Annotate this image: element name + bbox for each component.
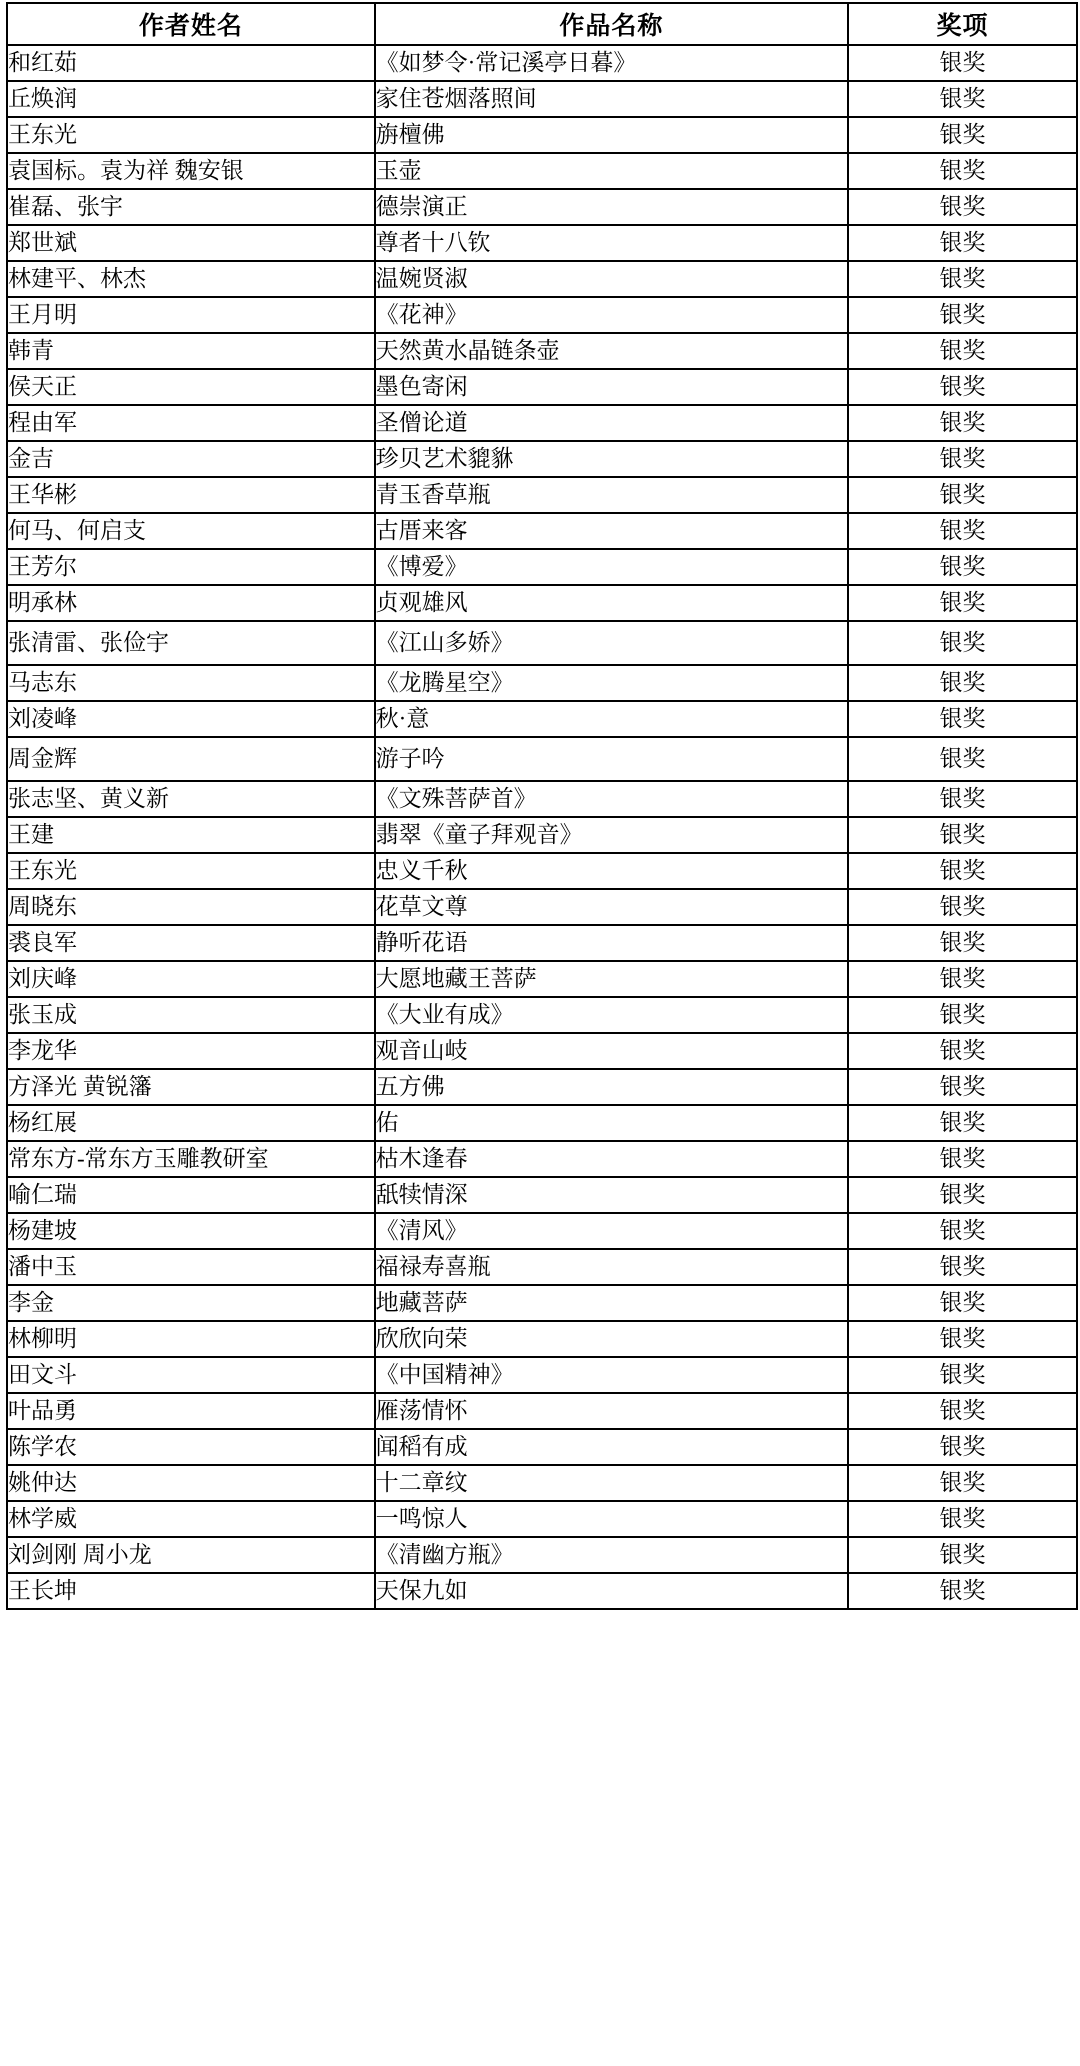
cell-prize: 银奖 xyxy=(848,1573,1077,1609)
cell-author: 刘凌峰 xyxy=(7,701,375,737)
cell-work: 《如梦令·常记溪亭日暮》 xyxy=(375,45,848,81)
table-row xyxy=(7,701,1077,737)
cell-author: 金吉 xyxy=(7,441,375,477)
cell-prize: 银奖 xyxy=(848,45,1077,81)
table-row xyxy=(7,1465,1077,1501)
table-row xyxy=(7,1537,1077,1573)
cell-author: 和红茹 xyxy=(7,45,375,81)
cell-prize: 银奖 xyxy=(848,1537,1077,1573)
cell-work: 静听花语 xyxy=(375,925,848,961)
document-sheet xyxy=(0,2,1080,1610)
cell-author: 林学威 xyxy=(7,1501,375,1537)
cell-work: 贞观雄风 xyxy=(375,585,848,621)
cell-work: 地藏菩萨 xyxy=(375,1285,848,1321)
cell-prize: 银奖 xyxy=(848,333,1077,369)
cell-author: 张志坚、黄义新 xyxy=(7,781,375,817)
cell-work: 舐犊情深 xyxy=(375,1177,848,1213)
cell-work: 《清风》 xyxy=(375,1213,848,1249)
table-row xyxy=(7,1285,1077,1321)
cell-work: 游子吟 xyxy=(375,737,848,781)
cell-prize: 银奖 xyxy=(848,737,1077,781)
cell-author: 林柳明 xyxy=(7,1321,375,1357)
cell-work: 《博爱》 xyxy=(375,549,848,585)
cell-prize: 银奖 xyxy=(848,477,1077,513)
cell-work: 《中国精神》 xyxy=(375,1357,848,1393)
table-row xyxy=(7,1393,1077,1429)
cell-author: 刘剑刚 周小龙 xyxy=(7,1537,375,1573)
cell-prize: 银奖 xyxy=(848,1321,1077,1357)
cell-work: 尊者十八钦 xyxy=(375,225,848,261)
cell-prize: 银奖 xyxy=(848,701,1077,737)
cell-work: 忠义千秋 xyxy=(375,853,848,889)
table-row xyxy=(7,189,1077,225)
cell-prize: 银奖 xyxy=(848,153,1077,189)
table-row xyxy=(7,549,1077,585)
cell-work: 墨色寄闲 xyxy=(375,369,848,405)
cell-prize: 银奖 xyxy=(848,781,1077,817)
table-header xyxy=(7,3,1077,45)
cell-prize: 银奖 xyxy=(848,585,1077,621)
table-row xyxy=(7,297,1077,333)
cell-work: 旃檀佛 xyxy=(375,117,848,153)
cell-author: 王芳尔 xyxy=(7,549,375,585)
cell-prize: 银奖 xyxy=(848,549,1077,585)
table-row xyxy=(7,961,1077,997)
cell-work: 闻稻有成 xyxy=(375,1429,848,1465)
table-row xyxy=(7,333,1077,369)
cell-work: 青玉香草瓶 xyxy=(375,477,848,513)
cell-prize: 银奖 xyxy=(848,1357,1077,1393)
cell-work: 翡翠《童子拜观音》 xyxy=(375,817,848,853)
cell-work: 雁荡情怀 xyxy=(375,1393,848,1429)
cell-work: 古厝来客 xyxy=(375,513,848,549)
cell-work: 《龙腾星空》 xyxy=(375,665,848,701)
cell-work: 《花神》 xyxy=(375,297,848,333)
cell-work: 五方佛 xyxy=(375,1069,848,1105)
cell-prize: 银奖 xyxy=(848,621,1077,665)
cell-prize: 银奖 xyxy=(848,1429,1077,1465)
table-row xyxy=(7,1105,1077,1141)
table-row xyxy=(7,477,1077,513)
cell-prize: 银奖 xyxy=(848,1177,1077,1213)
cell-author: 陈学农 xyxy=(7,1429,375,1465)
cell-author: 袁国标。袁为祥 魏安银 xyxy=(7,153,375,189)
cell-work: 花草文尊 xyxy=(375,889,848,925)
cell-prize: 银奖 xyxy=(848,1393,1077,1429)
table-row xyxy=(7,817,1077,853)
cell-prize: 银奖 xyxy=(848,1249,1077,1285)
table-row xyxy=(7,997,1077,1033)
cell-author: 叶品勇 xyxy=(7,1393,375,1429)
cell-work: 欣欣向荣 xyxy=(375,1321,848,1357)
table-row xyxy=(7,513,1077,549)
cell-author: 侯天正 xyxy=(7,369,375,405)
cell-work: 佑 xyxy=(375,1105,848,1141)
cell-author: 郑世斌 xyxy=(7,225,375,261)
cell-author: 刘庆峰 xyxy=(7,961,375,997)
column-header-prize: 奖项 xyxy=(848,3,1077,45)
cell-prize: 银奖 xyxy=(848,817,1077,853)
cell-prize: 银奖 xyxy=(848,997,1077,1033)
table-row xyxy=(7,369,1077,405)
cell-author: 杨建坡 xyxy=(7,1213,375,1249)
table-row xyxy=(7,1321,1077,1357)
cell-author: 程由军 xyxy=(7,405,375,441)
cell-prize: 银奖 xyxy=(848,1285,1077,1321)
cell-work: 德崇演正 xyxy=(375,189,848,225)
table-row xyxy=(7,1249,1077,1285)
cell-author: 裘良军 xyxy=(7,925,375,961)
table-row xyxy=(7,153,1077,189)
table-row xyxy=(7,853,1077,889)
cell-author: 林建平、林杰 xyxy=(7,261,375,297)
cell-author: 方泽光 黄锐籓 xyxy=(7,1069,375,1105)
cell-prize: 银奖 xyxy=(848,1465,1077,1501)
award-table xyxy=(6,2,1078,1610)
table-row xyxy=(7,1501,1077,1537)
cell-work: 秋·意 xyxy=(375,701,848,737)
cell-author: 周晓东 xyxy=(7,889,375,925)
cell-work: 珍贝艺术貔貅 xyxy=(375,441,848,477)
cell-prize: 银奖 xyxy=(848,225,1077,261)
cell-author: 田文斗 xyxy=(7,1357,375,1393)
cell-work: 《大业有成》 xyxy=(375,997,848,1033)
cell-prize: 银奖 xyxy=(848,189,1077,225)
table-header-row xyxy=(7,3,1077,45)
table-row xyxy=(7,781,1077,817)
cell-author: 崔磊、张宇 xyxy=(7,189,375,225)
table-row xyxy=(7,225,1077,261)
cell-prize: 银奖 xyxy=(848,925,1077,961)
table-row xyxy=(7,1213,1077,1249)
table-row xyxy=(7,889,1077,925)
cell-prize: 银奖 xyxy=(848,441,1077,477)
table-row xyxy=(7,1429,1077,1465)
cell-author: 喻仁瑞 xyxy=(7,1177,375,1213)
table-row xyxy=(7,117,1077,153)
cell-work: 十二章纹 xyxy=(375,1465,848,1501)
cell-author: 潘中玉 xyxy=(7,1249,375,1285)
cell-author: 王华彬 xyxy=(7,477,375,513)
table-row xyxy=(7,1573,1077,1609)
cell-work: 《江山多娇》 xyxy=(375,621,848,665)
cell-work: 福禄寿喜瓶 xyxy=(375,1249,848,1285)
table-row xyxy=(7,1069,1077,1105)
cell-prize: 银奖 xyxy=(848,665,1077,701)
table-row xyxy=(7,1177,1077,1213)
column-header-author: 作者姓名 xyxy=(7,3,375,45)
cell-work: 《清幽方瓶》 xyxy=(375,1537,848,1573)
cell-work: 《文殊菩萨首》 xyxy=(375,781,848,817)
table-row xyxy=(7,1033,1077,1069)
table-row xyxy=(7,1357,1077,1393)
cell-author: 姚仲达 xyxy=(7,1465,375,1501)
table-row xyxy=(7,45,1077,81)
table-row xyxy=(7,737,1077,781)
cell-author: 王月明 xyxy=(7,297,375,333)
cell-author: 周金辉 xyxy=(7,737,375,781)
cell-prize: 银奖 xyxy=(848,1033,1077,1069)
cell-author: 李金 xyxy=(7,1285,375,1321)
cell-prize: 银奖 xyxy=(848,1501,1077,1537)
cell-prize: 银奖 xyxy=(848,117,1077,153)
cell-prize: 银奖 xyxy=(848,1141,1077,1177)
table-body xyxy=(7,45,1077,1609)
cell-work: 天保九如 xyxy=(375,1573,848,1609)
cell-author: 马志东 xyxy=(7,665,375,701)
table-row xyxy=(7,585,1077,621)
cell-author: 丘焕润 xyxy=(7,81,375,117)
cell-prize: 银奖 xyxy=(848,1105,1077,1141)
cell-author: 韩青 xyxy=(7,333,375,369)
cell-author: 杨红展 xyxy=(7,1105,375,1141)
cell-author: 王建 xyxy=(7,817,375,853)
cell-author: 常东方-常东方玉雕教研室 xyxy=(7,1141,375,1177)
cell-prize: 银奖 xyxy=(848,513,1077,549)
table-row xyxy=(7,405,1077,441)
cell-author: 张清雷、张俭宇 xyxy=(7,621,375,665)
cell-author: 王东光 xyxy=(7,117,375,153)
cell-work: 家住苍烟落照间 xyxy=(375,81,848,117)
table-row xyxy=(7,621,1077,665)
cell-prize: 银奖 xyxy=(848,261,1077,297)
cell-work: 玉壶 xyxy=(375,153,848,189)
cell-prize: 银奖 xyxy=(848,1069,1077,1105)
cell-prize: 银奖 xyxy=(848,853,1077,889)
cell-work: 一鸣惊人 xyxy=(375,1501,848,1537)
cell-work: 温婉贤淑 xyxy=(375,261,848,297)
table-row xyxy=(7,665,1077,701)
cell-prize: 银奖 xyxy=(848,961,1077,997)
cell-author: 李龙华 xyxy=(7,1033,375,1069)
table-row xyxy=(7,441,1077,477)
cell-work: 圣僧论道 xyxy=(375,405,848,441)
cell-prize: 银奖 xyxy=(848,405,1077,441)
cell-author: 王东光 xyxy=(7,853,375,889)
cell-author: 王长坤 xyxy=(7,1573,375,1609)
cell-work: 天然黄水晶链条壶 xyxy=(375,333,848,369)
cell-prize: 银奖 xyxy=(848,369,1077,405)
table-row xyxy=(7,1141,1077,1177)
cell-prize: 银奖 xyxy=(848,297,1077,333)
cell-prize: 银奖 xyxy=(848,81,1077,117)
cell-work: 观音山岐 xyxy=(375,1033,848,1069)
cell-work: 枯木逢春 xyxy=(375,1141,848,1177)
cell-author: 何马、何启支 xyxy=(7,513,375,549)
cell-work: 大愿地藏王菩萨 xyxy=(375,961,848,997)
table-row xyxy=(7,81,1077,117)
cell-author: 明承林 xyxy=(7,585,375,621)
cell-prize: 银奖 xyxy=(848,889,1077,925)
cell-prize: 银奖 xyxy=(848,1213,1077,1249)
table-row xyxy=(7,925,1077,961)
table-row xyxy=(7,261,1077,297)
column-header-work: 作品名称 xyxy=(375,3,848,45)
cell-author: 张玉成 xyxy=(7,997,375,1033)
